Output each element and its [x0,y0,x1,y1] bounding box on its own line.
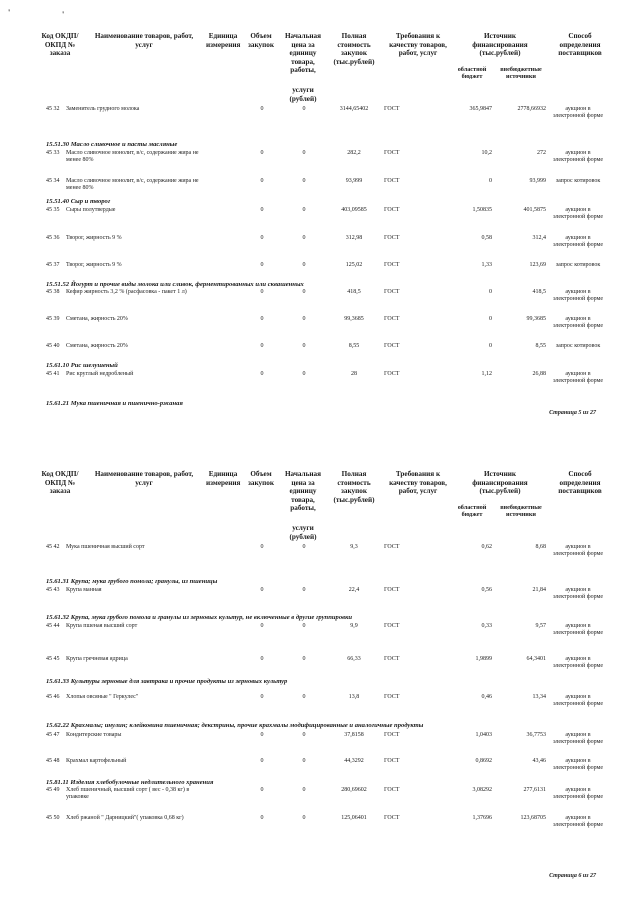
document-page-5 [0,0,640,440]
group-title: 15.62.22 Крахмалы; инулин; клейковина пшеничная; декстрины, прочие крахмалы модифицированные и аналогичные продукты [46,722,424,729]
cell-code: 45 40 [46,343,60,349]
cell-ext: 21,84 [532,587,546,593]
cell-method: аукцион в электронной форме [552,150,604,163]
cell-req: ГОСТ [384,815,400,821]
cell-total: 125,06401 [341,815,367,821]
cell-name: Сметана, жирность 20% [66,316,128,322]
cell-code: 45 44 [46,623,60,629]
cell-code: 45 38 [46,289,60,295]
cell-volume: 0 [260,758,264,764]
cell-price: 0 [302,178,306,184]
cell-name: Рис круглый недробленый [66,371,134,377]
cell-volume: 0 [260,150,264,156]
cell-method: аукцион в электронной форме [552,623,604,636]
cell-method: аукцион в электронной форме [552,207,604,220]
cell-req: ГОСТ [384,316,400,322]
header-source-regional: областной бюджет [457,504,487,519]
cell-total: 9,9 [350,623,358,629]
cell-method: аукцион в электронной форме [552,656,604,669]
cell-method: аукцион в электронной форме [552,544,604,557]
cell-method: запрос котировок [555,343,601,349]
cell-ext: 123,69 [529,262,546,268]
header-name: Наименование товаров, работ, услуг [94,32,194,49]
group-title: 15.61.32 Крупа, мука грубого помола и гранулы из зерновых культур, не включенные в другие группировки [46,614,353,621]
cell-ext: 36,7753 [526,732,546,738]
cell-reg: 1,50835 [472,207,492,213]
cell-name: Творог, жирность 9 % [66,235,122,241]
cell-price: 0 [302,623,306,629]
cell-name: Сметана, жирность 20% [66,343,128,349]
cell-total: 66,33 [347,656,361,662]
cell-req: ГОСТ [384,694,400,700]
cell-code: 45 34 [46,178,60,184]
header-volume: Объем закупок [248,470,274,487]
header-unit: Единица измерения [206,470,241,487]
cell-method: аукцион в электронной форме [552,694,604,707]
cell-code: 45 39 [46,316,60,322]
cell-code: 45 49 [46,787,60,793]
cell-req: ГОСТ [384,758,400,764]
group-title: 15.51.52 Йогурт и прочие виды молока или сливок, ферментированных или сквашенных [46,281,304,288]
cell-reg: 0 [489,289,492,295]
cell-name: Кефир жирность 3,2 % (расфасовка - пакет 1 л) [66,289,187,295]
cell-price: 0 [302,207,306,213]
cell-name: Кондитерские товары [66,732,122,738]
cell-price: 0 [302,758,306,764]
cell-total: 125,02 [345,262,363,268]
group-title: 15.51.30 Масло сливочное и пасты масляные [46,141,178,148]
cell-req: ГОСТ [384,178,400,184]
header-code: Код ОКДП/ ОКПД № заказа [41,32,79,58]
cell-price: 0 [302,106,306,112]
group-title: 15.51.40 Сыр и творог [46,198,111,205]
cell-ext: 312,4 [532,235,546,241]
cell-req: ГОСТ [384,262,400,268]
cell-ext: 418,5 [532,289,546,295]
cell-volume: 0 [260,178,264,184]
cell-total: 8,55 [348,343,360,349]
cell-volume: 0 [260,587,264,593]
cell-reg: 0,8692 [475,758,492,764]
header-price: Начальная цена за единицу товара, работы, [284,470,322,513]
cell-ext: 9,57 [535,623,546,629]
cell-price: 0 [302,262,306,268]
group-title: 15.61.10 Рис шелушеный [46,362,118,369]
cell-name: Масло сливочное монолит, в/с, содержание жира не менее 80% [66,150,199,163]
cell-name: Масло сливочное монолит, в/с, содержание жира не менее 80% [66,178,199,191]
cell-name: Мука пшеничная высший сорт [66,544,145,550]
cell-total: 37,8158 [344,732,364,738]
cell-total: 13,8 [348,694,360,700]
cell-code: 45 35 [46,207,60,213]
cell-volume: 0 [260,289,264,295]
cell-method: аукцион в электронной форме [552,815,604,828]
cell-volume: 0 [260,207,264,213]
header-price-cont: услуги (рублей) [289,524,317,541]
header-total: Полная стоимость закупок (тыс.рублей) [333,470,375,504]
group-title: 15.61.31 Крупа; мука грубого помола; гранулы, из пшеницы [46,578,218,585]
cell-method: аукцион в электронной форме [552,732,604,745]
cell-price: 0 [302,150,306,156]
cell-method: аукцион в электронной форме [552,787,604,800]
cell-volume: 0 [260,732,264,738]
cell-req: ГОСТ [384,106,400,112]
cell-total: 44,3292 [344,758,364,764]
cell-volume: 0 [260,787,264,793]
page-number: Страница 5 из 27 [549,410,596,416]
cell-req: ГОСТ [384,371,400,377]
cell-price: 0 [302,343,306,349]
cell-ext: 277,6131 [523,787,546,793]
cell-ext: 401,5875 [523,207,546,213]
cell-reg: 365,9847 [469,106,492,112]
cell-req: ГОСТ [384,150,400,156]
cell-ext: 99,3685 [526,316,546,322]
cell-reg: 0,46 [481,694,492,700]
cell-total: 282,2 [347,150,361,156]
cell-price: 0 [302,316,306,322]
header-source-external: внебюджетные источники [500,504,542,519]
header-requirements: Требования к качеству товаров, работ, услуг [389,32,447,58]
cell-name: Крахмал картофельный [66,758,127,764]
cell-ext: 272 [537,150,546,156]
cell-price: 0 [302,656,306,662]
cell-name: Крупа пшеная высший сорт [66,623,138,629]
cell-reg: 0 [489,316,492,322]
cell-req: ГОСТ [384,623,400,629]
cell-method: аукцион в электронной форме [552,587,604,600]
cell-ext: 8,55 [535,343,546,349]
cell-volume: 0 [260,694,264,700]
cell-reg: 1,9899 [475,656,492,662]
corner-mark-right: ' [62,10,65,19]
cell-req: ГОСТ [384,787,400,793]
cell-code: 45 42 [46,544,60,550]
cell-price: 0 [302,235,306,241]
header-unit: Единица измерения [206,32,241,49]
cell-name: Творог, жирность 9 % [66,262,122,268]
cell-name: Крупа манная [66,587,102,593]
group-title: 15.81.11 Изделия хлебобулочные недлительного хранения [46,779,214,786]
cell-ext: 64,3401 [526,656,546,662]
header-price: Начальная цена за единицу товара, работы, [284,32,322,75]
cell-name: Хлопья овсяные " Геркулес" [66,694,139,700]
cell-price: 0 [302,815,306,821]
cell-name: Заменитель грудного молока [66,106,140,112]
cell-price: 0 [302,289,306,295]
cell-req: ГОСТ [384,207,400,213]
cell-total: 9,3 [350,544,358,550]
cell-method: аукцион в электронной форме [552,371,604,384]
cell-code: 45 48 [46,758,60,764]
cell-name: Сыры полутвердые [66,207,116,213]
cell-method: запрос котировок [555,178,601,184]
cell-reg: 3,08292 [472,787,492,793]
cell-code: 45 32 [46,106,60,112]
cell-volume: 0 [260,815,264,821]
cell-name: Хлеб ржаной " Дарницкий"( упаковка 0,68 кг) [66,815,184,821]
cell-ext: 123,68705 [520,815,546,821]
cell-method: аукцион в электронной форме [552,235,604,248]
document-page-6 [0,460,640,905]
cell-price: 0 [302,732,306,738]
cell-req: ГОСТ [384,235,400,241]
cell-reg: 0,58 [481,235,492,241]
header-total: Полная стоимость закупок (тыс.рублей) [333,32,375,66]
header-name: Наименование товаров, работ, услуг [94,470,194,487]
cell-req: ГОСТ [384,343,400,349]
cell-code: 45 47 [46,732,60,738]
header-requirements: Требования к качеству товаров, работ, услуг [389,470,447,496]
cell-code: 45 41 [46,371,60,377]
header-method: Способ определения поставщиков [558,470,602,496]
cell-code: 45 45 [46,656,60,662]
cell-reg: 0 [489,178,492,184]
group-title: 15.61.21 Мука пшеничная и пшенично-ржаная [46,400,183,407]
header-source: Источник финансирования (тыс.рублей) [472,470,528,496]
header-source-external: внебюджетные источники [500,66,542,81]
cell-total: 403,09585 [341,207,367,213]
cell-volume: 0 [260,623,264,629]
cell-code: 45 37 [46,262,60,268]
cell-total: 99,3685 [344,316,364,322]
cell-code: 45 43 [46,587,60,593]
header-method: Способ определения поставщиков [558,32,602,58]
header-volume: Объем закупок [248,32,274,49]
cell-ext: 43,46 [532,758,546,764]
cell-ext: 13,34 [532,694,546,700]
cell-total: 418,5 [347,289,361,295]
cell-reg: 1,33 [481,262,492,268]
cell-total: 28 [351,371,357,377]
cell-ext: 8,68 [535,544,546,550]
cell-total: 93,999 [345,178,363,184]
cell-req: ГОСТ [384,544,400,550]
cell-code: 45 46 [46,694,60,700]
cell-price: 0 [302,587,306,593]
cell-code: 45 36 [46,235,60,241]
cell-req: ГОСТ [384,289,400,295]
cell-total: 3144,65402 [339,106,369,112]
group-title: 15.61.33 Культуры зерновые для завтрака и прочие продукты из зерновых культур [46,678,288,685]
cell-ext: 26,88 [532,371,546,377]
cell-volume: 0 [260,544,264,550]
cell-volume: 0 [260,316,264,322]
cell-method: аукцион в электронной форме [552,758,604,771]
cell-code: 45 33 [46,150,60,156]
cell-volume: 0 [260,106,264,112]
cell-volume: 0 [260,235,264,241]
cell-ext: 93,999 [529,178,546,184]
cell-volume: 0 [260,656,264,662]
cell-volume: 0 [260,262,264,268]
cell-name: Хлеб пшеничный, высший сорт ( вес - 0,38 кг) в упаковке [66,787,190,800]
cell-reg: 0,33 [481,623,492,629]
cell-reg: 1,37696 [472,815,492,821]
page-number: Страница 6 из 27 [549,873,596,879]
cell-volume: 0 [260,343,264,349]
cell-reg: 10,2 [481,150,492,156]
header-code: Код ОКДП/ ОКПД № заказа [41,470,79,496]
cell-name: Крупа гречневая ядрица [66,656,128,662]
cell-price: 0 [302,694,306,700]
cell-method: аукцион в электронной форме [552,106,604,119]
cell-total: 22,4 [348,587,360,593]
cell-reg: 0,56 [481,587,492,593]
corner-mark-left: ' [8,8,11,17]
cell-reg: 0,62 [481,544,492,550]
cell-code: 45 50 [46,815,60,821]
cell-total: 312,98 [345,235,363,241]
cell-reg: 1,0403 [475,732,492,738]
cell-reg: 1,12 [481,371,492,377]
cell-method: аукцион в электронной форме [552,289,604,302]
cell-reg: 0 [489,343,492,349]
cell-method: запрос котировок [555,262,601,268]
cell-req: ГОСТ [384,587,400,593]
cell-req: ГОСТ [384,732,400,738]
header-price-cont: услуги (рублей) [289,86,317,103]
cell-price: 0 [302,371,306,377]
cell-ext: 2778,66932 [517,106,546,112]
cell-price: 0 [302,787,306,793]
cell-total: 280,69602 [341,787,367,793]
cell-req: ГОСТ [384,656,400,662]
cell-method: аукцион в электронной форме [552,316,604,329]
cell-volume: 0 [260,371,264,377]
header-source-regional: областной бюджет [457,66,487,81]
header-source: Источник финансирования (тыс.рублей) [472,32,528,58]
cell-price: 0 [302,544,306,550]
